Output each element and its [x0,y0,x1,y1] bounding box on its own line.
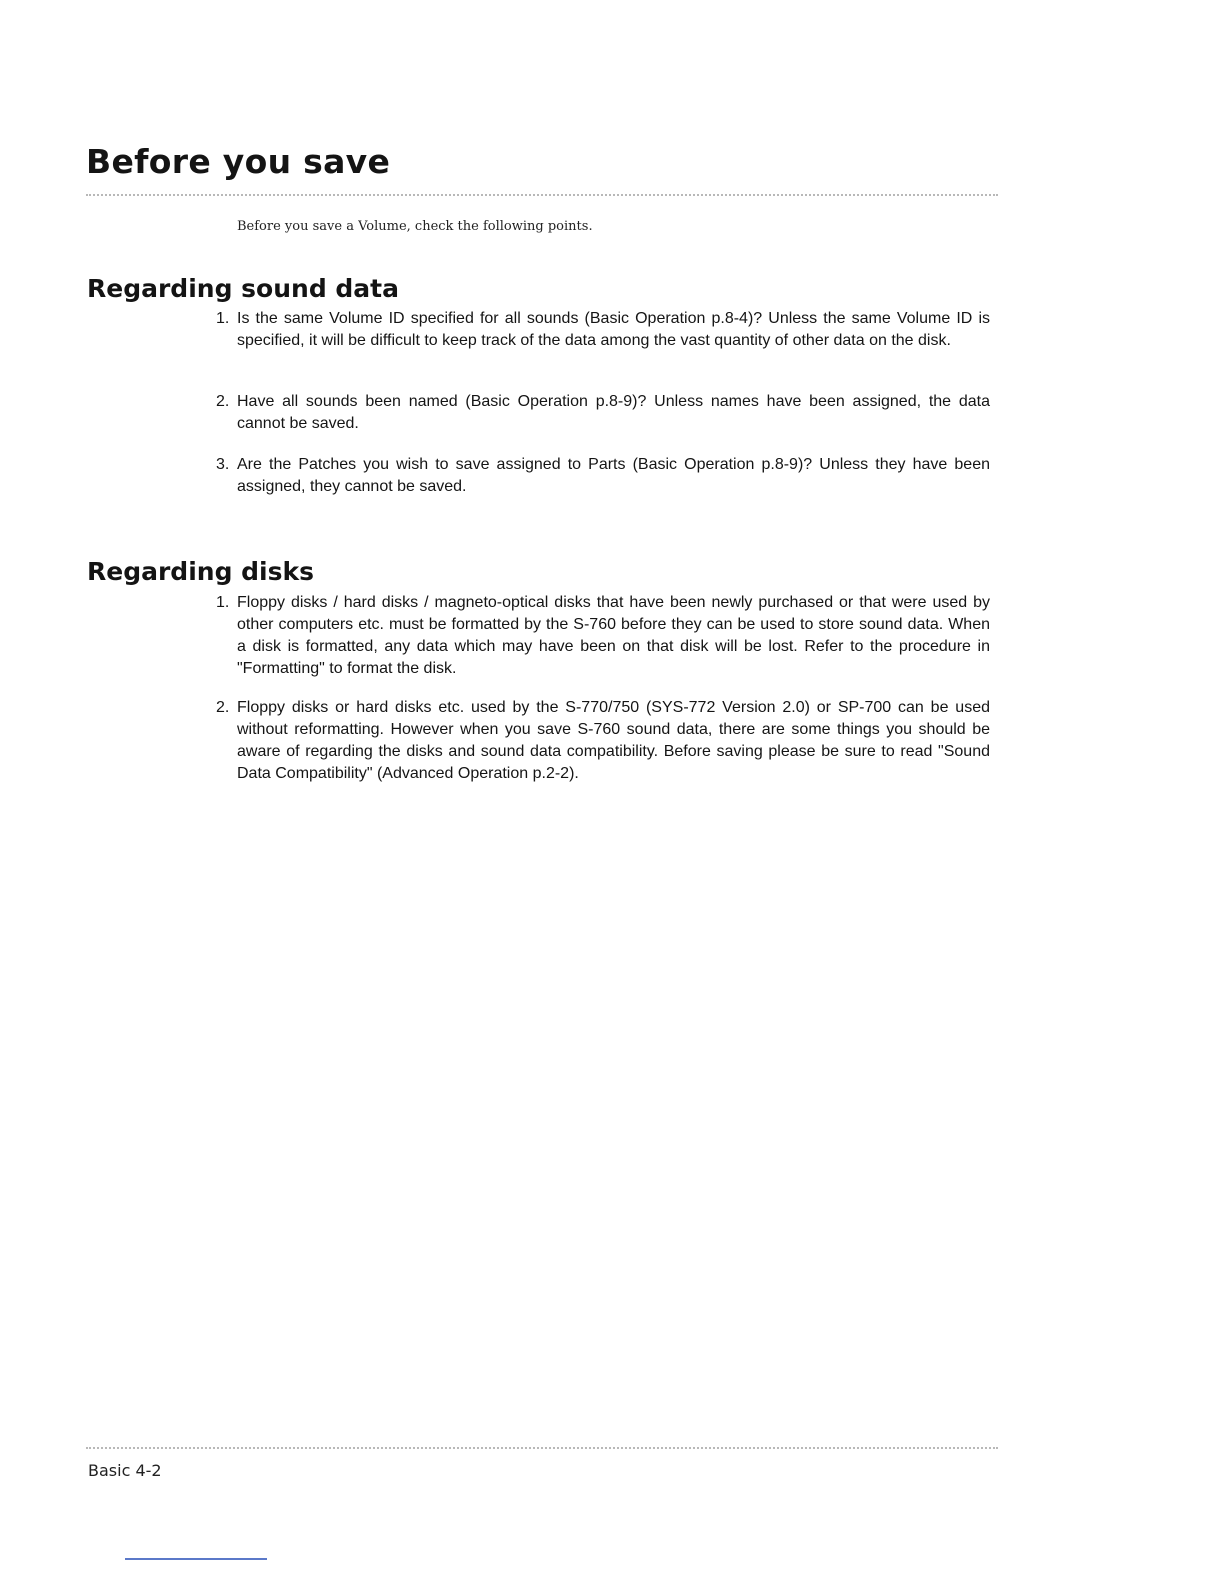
list-item-number: 2. [216,699,230,716]
section-heading-sound-data: Regarding sound data [87,274,399,303]
list-item-number: 1. [216,310,230,327]
list-item [216,308,990,352]
intro-text: Before you save a Volume, check the following points. [237,219,593,234]
list-item-text: Have all sounds been named (Basic Operation p.8-9)? Unless names have been assigned, the data cannot be saved. [237,393,990,432]
page-title: Before you save [86,142,391,181]
footer-divider [86,1447,998,1449]
list-item-text: Floppy disks / hard disks / magneto-optical disks that have been newly purchased or that were used by other computers etc. must be formatted by the S-760 before they can be used to store sound data. When a disk is formatted, any data which may have been on that disk will be lost. Refer to the procedure in "Formatting" to format the disk. [237,594,990,677]
bottom-underline [125,1558,267,1560]
list-item-number: 3. [216,456,230,473]
list-item-text: Is the same Volume ID specified for all sounds (Basic Operation p.8-4)? Unless the same Volume ID is specified, it will be difficult to keep track of the data among the vast quantity of other data on the disk. [237,310,990,349]
title-divider [86,194,998,196]
list-item [216,391,990,435]
section-heading-disks: Regarding disks [87,557,315,586]
list-item-number: 2. [216,393,230,410]
footer-page-label: Basic 4-2 [88,1461,162,1480]
list-item [216,697,990,785]
list-item-text: Floppy disks or hard disks etc. used by the S-770/750 (SYS-772 Version 2.0) or SP-700 can be used without reformatting. However when you save S-760 sound data, there are some things you should be aware of regarding the disks and sound data compatibility. Before saving please be sure to read "Sound Data Compatibility" (Advanced Operation p.2-2). [237,699,990,782]
list-item-number: 1. [216,594,230,611]
list-item-text: Are the Patches you wish to save assigned to Parts (Basic Operation p.8-9)? Unless they have been assigned, they cannot be saved. [237,456,990,495]
list-item [216,592,990,680]
list-item [216,454,990,498]
